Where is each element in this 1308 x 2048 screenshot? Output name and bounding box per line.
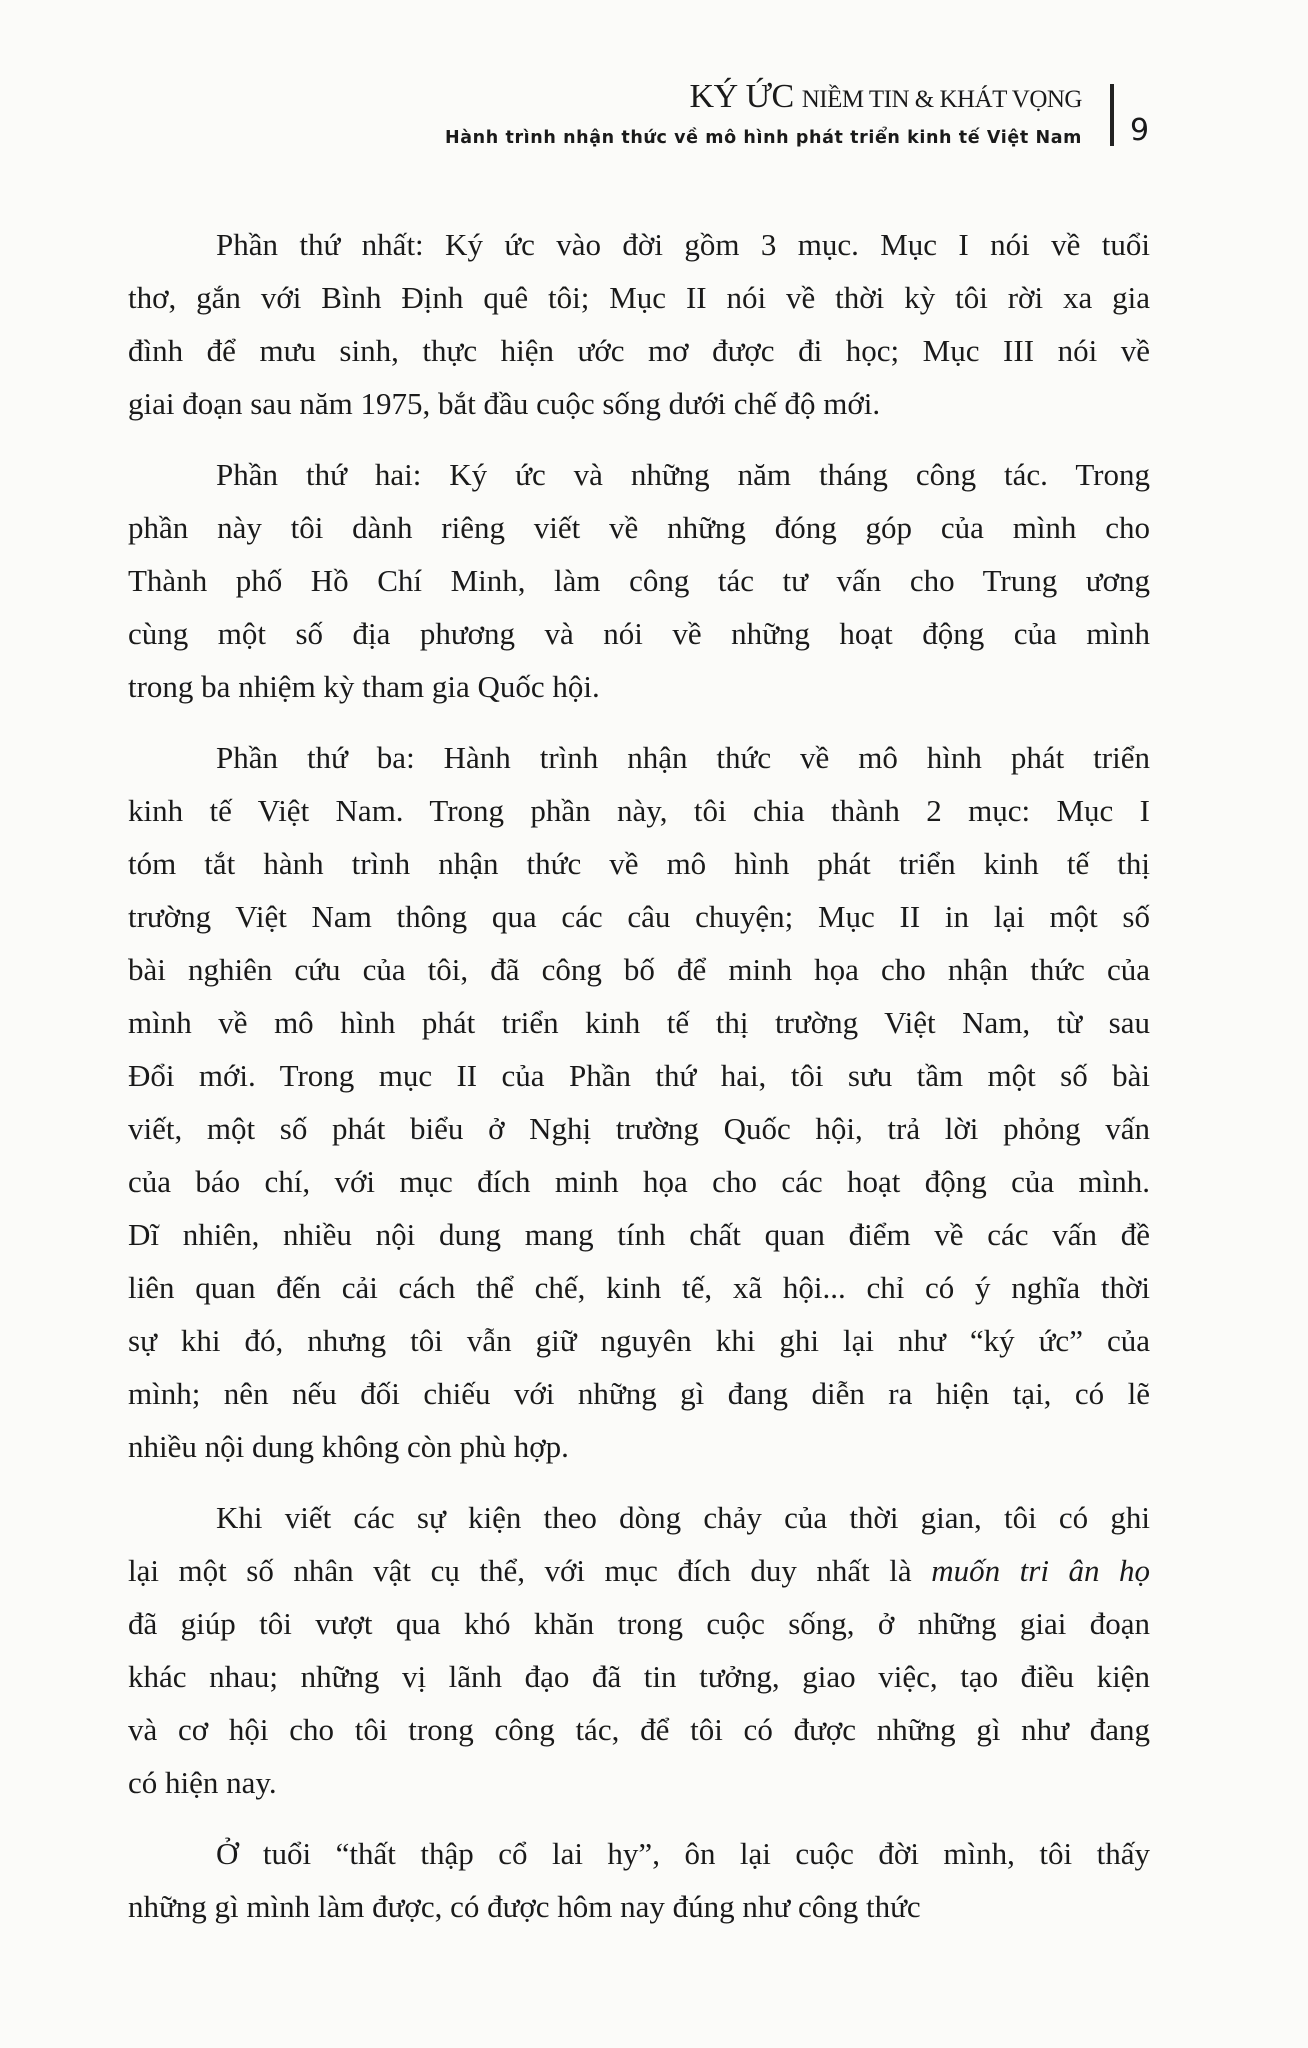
book-subtitle: Hành trình nhận thức về mô hình phát triển kinh tế Việt Nam	[445, 128, 1082, 148]
text-line: Phần thứ ba: Hành trình nhận thức về mô hình phát triển	[216, 740, 1150, 775]
text-line: và cơ hội cho tôi trong công tác, để tôi có được những gì như đang	[128, 1712, 1150, 1747]
text-line: trường Việt Nam thông qua các câu chuyện; Mục II in lại một số	[128, 899, 1150, 934]
text-line: Phần thứ nhất: Ký ức vào đời gồm 3 mục. Mục I nói về tuổi	[216, 227, 1150, 262]
text-line: mình về mô hình phát triển kinh tế thị trường Việt Nam, từ sau	[128, 1005, 1150, 1040]
paragraph	[128, 448, 1150, 713]
text-line: của báo chí, với mục đích minh họa cho các hoạt động của mình.	[128, 1164, 1150, 1199]
text-line: giai đoạn sau năm 1975, bắt đầu cuộc sống dưới chế độ mới.	[128, 386, 881, 421]
text-line: khác nhau; những vị lãnh đạo đã tin tưởng, giao việc, tạo điều kiện	[128, 1659, 1150, 1694]
text-line: có hiện nay.	[128, 1765, 277, 1800]
text-line: Khi viết các sự kiện theo dòng chảy của thời gian, tôi có ghi	[216, 1500, 1150, 1535]
text-line: Thành phố Hồ Chí Minh, làm công tác tư vấn cho Trung ương	[128, 563, 1150, 598]
text-line: đình để mưu sinh, thực hiện ước mơ được đi học; Mục III nói về	[128, 333, 1150, 368]
book-title-main: KÝ ỨC	[689, 78, 794, 115]
text-line: mình; nên nếu đối chiếu với những gì đang diễn ra hiện tại, có lẽ	[128, 1376, 1150, 1411]
text-segment: lại một số nhân vật cụ thể, với mục đích duy nhất là	[128, 1553, 912, 1588]
book-title	[690, 78, 1082, 116]
text-line: trong ba nhiệm kỳ tham gia Quốc hội.	[128, 669, 600, 704]
text-line: Dĩ nhiên, nhiều nội dung mang tính chất quan điểm về các vấn đề	[128, 1217, 1150, 1252]
text-line: cùng một số địa phương và nói về những hoạt động của mình	[128, 616, 1150, 651]
text-line: nhiều nội dung không còn phù hợp.	[128, 1429, 569, 1464]
text-line: sự khi đó, nhưng tôi vẫn giữ nguyên khi ghi lại như “ký ức” của	[128, 1323, 1150, 1358]
text-line: bài nghiên cứu của tôi, đã công bố để minh họa cho nhận thức của	[128, 952, 1150, 987]
text-line	[128, 1544, 1150, 1597]
paragraph	[128, 1491, 1150, 1809]
text-line: liên quan đến cải cách thể chế, kinh tế, xã hội... chỉ có ý nghĩa thời	[128, 1270, 1150, 1305]
paragraph	[128, 218, 1150, 430]
paragraph	[128, 731, 1150, 1473]
header-divider	[1110, 84, 1114, 146]
paragraph	[128, 1827, 1150, 1933]
text-line: viết, một số phát biểu ở Nghị trường Quốc hội, trả lời phỏng vấn	[128, 1111, 1150, 1146]
text-line: Ở tuổi “thất thập cổ lai hy”, ôn lại cuộc đời mình, tôi thấy	[216, 1836, 1150, 1871]
page-number: 9	[1130, 113, 1150, 148]
text-line: Đổi mới. Trong mục II của Phần thứ hai, tôi sưu tầm một số bài	[128, 1058, 1150, 1093]
text-line: tóm tắt hành trình nhận thức về mô hình phát triển kinh tế thị	[128, 846, 1150, 881]
text-line: phần này tôi dành riêng viết về những đóng góp của mình cho	[128, 510, 1150, 545]
text-line: những gì mình làm được, có được hôm nay đúng như công thức	[128, 1889, 921, 1924]
italic-emphasis: muốn tri ân họ	[931, 1553, 1151, 1588]
text-line: Phần thứ hai: Ký ức và những năm tháng công tác. Trong	[216, 457, 1150, 492]
text-line: đã giúp tôi vượt qua khó khăn trong cuộc sống, ở những giai đoạn	[128, 1606, 1150, 1641]
body-text	[128, 218, 1150, 1951]
text-line: thơ, gắn với Bình Định quê tôi; Mục II nói về thời kỳ tôi rời xa gia	[128, 280, 1150, 315]
text-line: kinh tế Việt Nam. Trong phần này, tôi chia thành 2 mục: Mục I	[128, 793, 1150, 828]
book-title-rest: NIỀM TIN & KHÁT VỌNG	[801, 86, 1082, 113]
